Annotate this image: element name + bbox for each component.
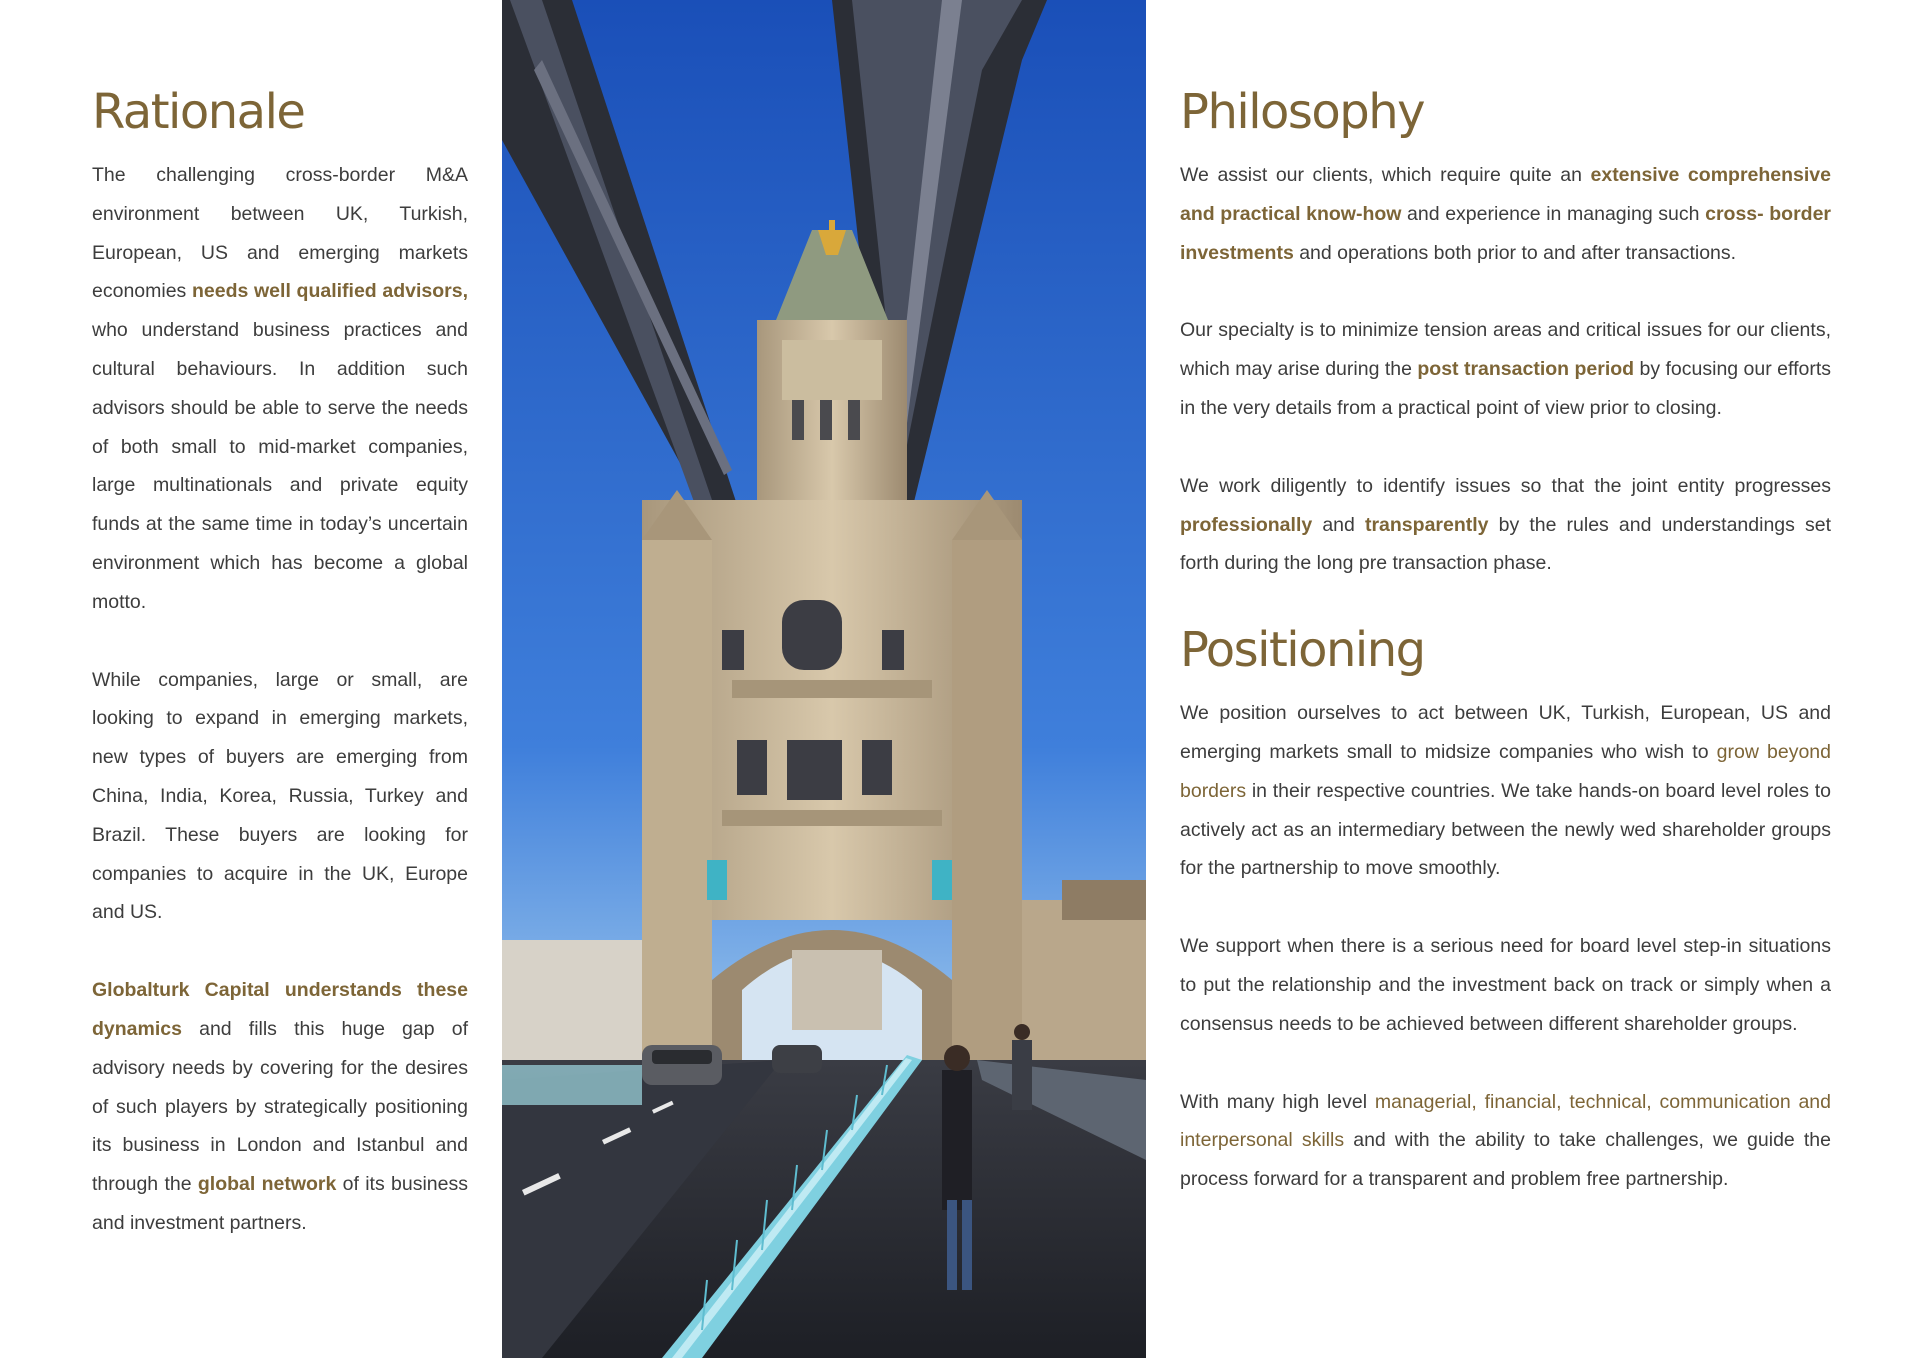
highlight-text: cross- border investments <box>1180 202 1831 264</box>
highlight-text: global network <box>197 1173 337 1196</box>
rationale-title: Rationale <box>92 84 305 140</box>
highlight-text: needs well qualified advisors, <box>191 280 469 303</box>
highlight-text: extensive comprehensive and practical know-how <box>1180 164 1831 225</box>
positioning-paragraph-1: We position ourselves to act between UK, Turkish, European, US and emerging markets small to midsize companies who wish to grow beyond borders in their respective countries. We take hands-on board level roles to actively act as an intermediary between the newly wed shareholder groups for the partnership to move smoothly. <box>1180 702 1831 880</box>
positioning-paragraph-3: With many high level managerial, financial, technical, communication and interpersonal skills and with the ability to take challenges, we guide the process forward for a transparent and problem free partnership. <box>1180 1090 1831 1191</box>
rationale-paragraph-2: While companies, large or small, are looking to expand in emerging markets, new types of buyers are emerging from China, India, Korea, Russia, Turkey and Brazil. These buyers are looking for companies to acquire in the UK, Europe and US. <box>92 668 468 924</box>
highlight-text: Globalturk Capital understands these dynamics <box>92 979 468 1040</box>
highlight-text: post transaction period <box>1417 358 1635 381</box>
tower-bridge-photo <box>502 0 1146 1358</box>
highlight-text: professionally <box>1180 513 1313 536</box>
philosophy-paragraph-1: We assist our clients, which require quite an extensive comprehensive and practical know-how and experience in managing such cross- border investments and operations both prior to and after transactions. <box>1180 164 1831 264</box>
highlight-text: managerial, financial, technical, communication and interpersonal skills <box>1180 1090 1831 1152</box>
philosophy-paragraph-3: We work diligently to identify issues so that the joint entity progresses professionally and transparently by the rules and understandings set forth during the long pre transaction phase. <box>1180 474 1831 575</box>
philosophy-paragraph-2: Our specialty is to minimize tension areas and critical issues for our clients, which may arise during the post transaction period by focusing our efforts in the very details from a practical point of view prior to closing. <box>1180 319 1831 419</box>
rationale-section <box>92 84 468 1282</box>
philosophy-title: Philosophy <box>1180 84 1425 140</box>
right-column <box>1180 84 1831 1238</box>
positioning-paragraph-2: We support when there is a serious need for board level step-in situations to put the relationship and the investment back on track or simply when a consensus needs to be achieved between different shareholder groups. <box>1180 935 1831 1035</box>
rationale-paragraph-1: The challenging cross-border M&A environment between UK, Turkish, European, US and emerging markets economies needs well qualified advisors, who understand business practices and cultural behaviours. In addition such advisors should be able to serve the needs of both small to mid-market companies, large multinationals and private equity funds at the same time in today’s uncertain environment which has become a global motto. <box>92 164 469 613</box>
tower-bridge-illustration <box>502 0 1146 1358</box>
rationale-paragraph-3: Globalturk Capital understands these dynamics and fills this huge gap of advisory needs by covering for the desires of such players by strategically positioning its business in London and Istanbul and through the global network of its business and investment partners. <box>92 979 468 1234</box>
highlight-text: transparently <box>1364 513 1489 536</box>
positioning-title: Positioning <box>1180 622 1425 679</box>
highlight-text: grow beyond borders <box>1180 740 1831 802</box>
